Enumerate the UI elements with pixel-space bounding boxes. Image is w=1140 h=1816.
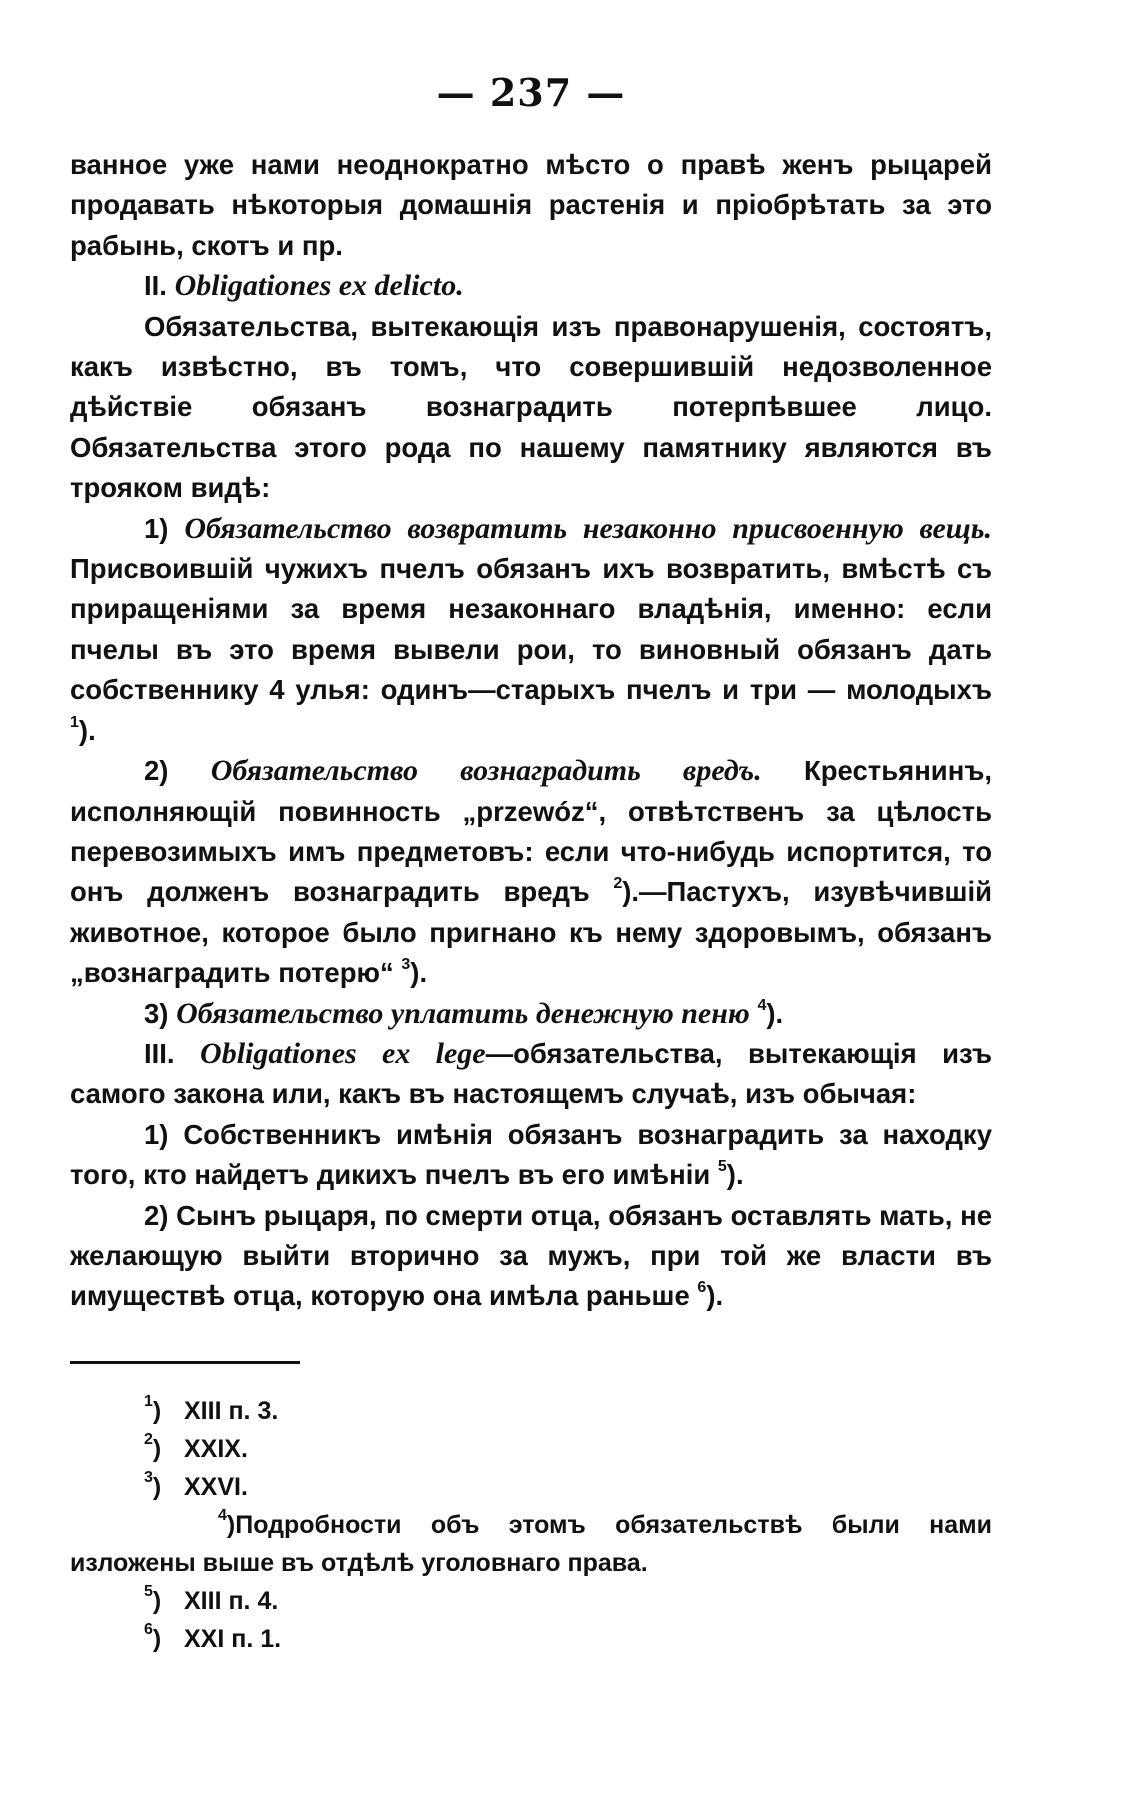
footnote-text: XIII п. 4. bbox=[184, 1586, 279, 1615]
paragraph-tail: ). bbox=[726, 1159, 744, 1191]
footnote-number: 3 bbox=[144, 1468, 153, 1486]
footnote-ref[interactable]: 3 bbox=[401, 956, 411, 974]
footnotes bbox=[70, 1392, 992, 1658]
paragraph-tail: ). bbox=[706, 1280, 724, 1312]
paragraph bbox=[70, 307, 992, 509]
paragraph-tail: ). bbox=[766, 997, 784, 1029]
footnote: $^6$) XXI п. 1. bbox=[144, 1620, 282, 1653]
section-number: III. bbox=[144, 1037, 201, 1069]
paragraph-tail: ). bbox=[410, 957, 428, 989]
paragraph-text: —обязательства, вытекающія изъ самого закона или, какъ въ настоящемъ случаѣ, изъ обычая: bbox=[70, 1037, 993, 1110]
footnote-number: 2 bbox=[144, 1430, 153, 1448]
paragraph-text: Присвоившій чужихъ пчелъ обязанъ ихъ возвратить, вмѣстѣ съ приращеніями за время незаконнаго владѣнія, именно: если пчелы въ это время вывели рои, то виновный обязанъ дать собственнику 4 улья: одинъ—старыхъ пчелъ и три — молодыхъ bbox=[70, 553, 992, 706]
item-title: Обязательство уплатить денежную пеню bbox=[176, 996, 750, 1030]
paragraph-text: 1) Собственникъ имѣнія обязанъ вознаградить за находку того, кто найдетъ дикихъ пчелъ въ его имѣніи bbox=[70, 1118, 992, 1191]
footnote-number: 4 bbox=[218, 1506, 227, 1524]
paragraph-text: ванное уже нами неоднократно мѣсто о правѣ женъ рыцарей продавать нѣкоторыя домашнія растенія и пріобрѣтать за это рабынь, скотъ и пр. bbox=[70, 149, 992, 261]
item-number: 3) bbox=[144, 997, 177, 1029]
footnote: $^4$)Подробности объ этомъ обязательствѣ были нами изложены выше въ отдѣлѣ уголовнаго права. bbox=[70, 1506, 992, 1577]
footnote-ref[interactable]: 2 bbox=[613, 875, 623, 893]
item-title: Обязательство вознаградить вредъ. bbox=[210, 754, 762, 788]
footnote-text: XXIX. bbox=[184, 1434, 248, 1463]
section-title: Obligationes ex delicto. bbox=[174, 269, 464, 303]
paragraph bbox=[70, 751, 992, 993]
paragraph bbox=[70, 509, 992, 751]
footnote: $^3$) XXVI. bbox=[144, 1468, 248, 1501]
footnote-number: 1 bbox=[144, 1392, 153, 1410]
paragraph bbox=[70, 145, 992, 266]
footnote-ref[interactable]: 6 bbox=[697, 1279, 707, 1297]
footnote-number: 6 bbox=[144, 1620, 153, 1638]
item-number: 2) bbox=[144, 755, 211, 787]
footnote-ref[interactable]: 1 bbox=[70, 713, 79, 731]
footnote-text: XXVI. bbox=[184, 1472, 248, 1501]
paragraph-text: Крестьянинъ, исполняющій повинность „przewóz“, отвѣтственъ за цѣлость перевозимыхъ имъ предметовъ: если что-нибудь испортится, то онъ долженъ вознаградить вредъ bbox=[70, 755, 993, 908]
footnote-divider bbox=[70, 1361, 300, 1364]
footnote: $^5$) XIII п. 4. bbox=[144, 1582, 279, 1615]
paragraph-tail: ).—Пастухъ, изувѣчившій животное, которое было пригнано къ нему здоровымъ, обязанъ „вознаградить потерю“ bbox=[70, 876, 992, 989]
paragraph-text: 2) Сынъ рыцаря, по смерти отца, обязанъ оставлять мать, не желающую выйти вторично за мужъ, при той же власти въ имуществѣ отца, которую она имѣла раньше bbox=[70, 1199, 992, 1312]
page-number: — 237 — bbox=[436, 70, 626, 115]
item-number: 1) bbox=[144, 512, 185, 544]
body-text bbox=[70, 145, 992, 1317]
paragraph bbox=[70, 994, 992, 1034]
footnote-ref[interactable]: 5 bbox=[717, 1158, 727, 1176]
footnote-text: XXI п. 1. bbox=[184, 1624, 282, 1653]
section-heading bbox=[70, 266, 992, 306]
footnote: $^1$) XIII п. 3. bbox=[144, 1392, 279, 1425]
paragraph-tail: ). bbox=[78, 714, 96, 746]
paragraph bbox=[70, 1196, 992, 1317]
footnote-text: XIII п. 3. bbox=[184, 1396, 279, 1425]
item-title: Обязательство возвратить незаконно присвоенную вещь. bbox=[184, 511, 993, 545]
section-title: Obligationes ex lege bbox=[200, 1036, 486, 1070]
paragraph-text: Обязательства, вытекающія изъ правонарушенія, состоятъ, какъ извѣстно, въ томъ, что совершившій недозволенное дѣйствіе обязанъ вознаградить потерпѣвшее лицо. Обязательства этого рода по нашему памятнику являются въ трояком видѣ: bbox=[70, 310, 992, 504]
footnote-number: 5 bbox=[144, 1582, 153, 1600]
footnote-text: Подробности объ этомъ обязательствѣ были нами изложены выше въ отдѣлѣ уголовнаго права. bbox=[70, 1510, 992, 1577]
footnote-ref[interactable]: 4 bbox=[757, 996, 767, 1014]
paragraph bbox=[70, 1115, 992, 1196]
section-number: II. bbox=[144, 270, 175, 302]
section-heading bbox=[70, 1034, 992, 1115]
footnote: $^2$) XXIX. bbox=[144, 1430, 248, 1463]
